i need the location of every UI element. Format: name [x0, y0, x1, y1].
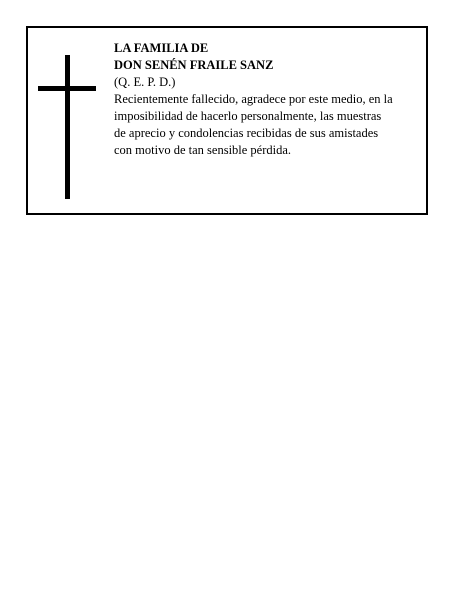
cross-icon [38, 55, 98, 199]
notice-body [114, 91, 424, 159]
body-line: de aprecio y condolencias recibidas de sus amistades [114, 126, 379, 140]
cross-vertical-bar [65, 55, 70, 199]
heading-line-name: DON SENÉN FRAILE SANZ [114, 58, 274, 72]
body-line: con motivo de tan sensible pérdida. [114, 143, 292, 157]
body-line: Recientemente fallecido, agradece por este medio, en la [114, 92, 393, 106]
heading-line-family: LA FAMILIA DE [114, 41, 209, 55]
body-line: imposibilidad de hacerlo personalmente, las muestras [114, 109, 382, 123]
notice-text [114, 40, 424, 159]
cross-horizontal-bar [38, 86, 96, 91]
rip-abbreviation: (Q. E. P. D.) [114, 75, 176, 89]
obituary-notice [26, 26, 428, 215]
